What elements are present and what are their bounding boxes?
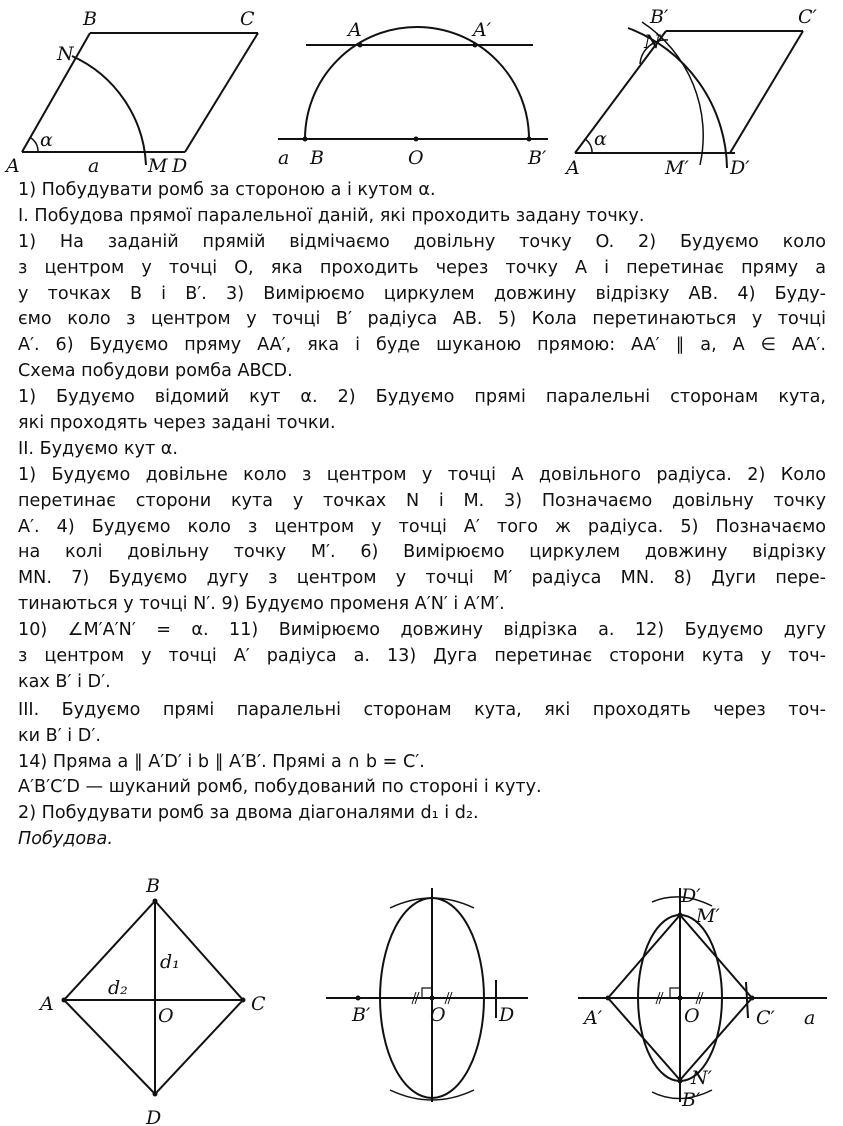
label-alpha: α xyxy=(594,128,607,150)
label-A: A xyxy=(6,155,20,177)
text-line: ІІІ. Будуємо прямі паралельні сторонам кута, які проходять через точ- xyxy=(18,699,826,720)
text-line: 14) Пряма a ∥ A′D′ і b ∥ A′B′. Прямі a ∩ b = C′. xyxy=(18,751,425,772)
label-C: C xyxy=(240,8,255,30)
text-line: MN. 7) Будуємо дугу з центром у точці M′ радіуса MN. 8) Дуги пере- xyxy=(18,568,826,589)
figure-rhombus-diagonals-construction xyxy=(572,870,843,1126)
label-C-prime: C′ xyxy=(798,6,817,28)
label-C: C xyxy=(251,993,266,1015)
figure-rhombus-construction xyxy=(560,0,843,178)
figure-parallel-line xyxy=(268,0,558,178)
label-a: a xyxy=(278,147,290,169)
text-line: 1) Будуємо довільне коло з центром у точці A довільного радіуса. 2) Коло xyxy=(18,464,826,485)
figure-rhombus-diagonals xyxy=(0,870,290,1126)
text-block xyxy=(18,178,826,853)
label-D: D xyxy=(146,1107,162,1126)
label-N: N xyxy=(644,31,661,53)
text-line: 2) Побудувати ромб за двома діагоналями d₁ і d₂. xyxy=(18,803,479,824)
label-D: D xyxy=(499,1004,515,1026)
label-alpha: α xyxy=(40,129,53,151)
label-A: A xyxy=(566,157,580,178)
text-line: з центром у точці A′ радіуса a. 13) Дуга перетинає сторони кута у точ- xyxy=(18,646,826,667)
label-B-prime: B′ xyxy=(352,1004,371,1026)
text-line: A′. 4) Будуємо коло з центром у точці A′ того ж радіуса. 5) Позначаємо xyxy=(18,516,826,537)
text-line: A′B′C′D — шуканий ромб, побудований по стороні і куту. xyxy=(18,777,542,798)
text-line: 10) ∠M′A′N′ = α. 11) Вимірюємо довжину відрізка a. 12) Будуємо дугу xyxy=(18,620,826,641)
text-line: ІІ. Будуємо кут α. xyxy=(18,438,178,459)
label-a: a xyxy=(804,1007,816,1029)
label-D-prime: D′ xyxy=(681,885,701,907)
text-line: ках B′ і D′. xyxy=(18,671,111,692)
text-line: на колі довільну точку M′. 6) Вимірюємо циркулем довжину відрізку xyxy=(18,542,826,563)
text-line: ки B′ і D′. xyxy=(18,725,101,746)
text-line: перетинає сторони кута у точках N і M. 3) Позначаємо довільну точку xyxy=(18,490,826,511)
label-D-prime: D′ xyxy=(730,157,750,178)
text-line: Схема побудови ромба ABCD. xyxy=(18,361,293,382)
figure-rhombus-side-angle xyxy=(0,0,270,178)
figure-perpendicular-bisector xyxy=(318,870,564,1126)
label-A: A xyxy=(348,19,362,41)
text-line: тинаються у точці N′. 9) Будуємо променя A′N′ і A′M′. xyxy=(18,594,505,615)
text-line: Побудова. xyxy=(18,829,113,850)
label-M: M xyxy=(148,155,168,177)
label-B-prime: B′ xyxy=(682,1089,701,1111)
text-line: ємо коло з центром у точці B′ радіуса AB. 5) Кола перетинаються у точці xyxy=(18,309,826,330)
label-a: a xyxy=(88,155,100,177)
text-line: І. Побудова прямої паралельної даній, які проходить задану точку. xyxy=(18,205,645,226)
label-d2: d₂ xyxy=(108,977,128,999)
label-O: O xyxy=(408,147,424,169)
label-A-prime: A′ xyxy=(584,1007,603,1029)
label-B-prime: B′ xyxy=(528,147,547,169)
label-B-prime: B′ xyxy=(650,6,669,28)
label-d1: d₁ xyxy=(160,951,180,973)
label-C-prime: C′ xyxy=(756,1007,775,1029)
text-line: з центром у точці O, яка проходить через точку A і перетинає пряму a xyxy=(18,257,826,278)
label-M-prime: M′ xyxy=(696,905,720,927)
label-A-prime: A′ xyxy=(473,19,492,41)
label-B: B xyxy=(146,875,160,897)
label-B: B xyxy=(310,147,324,169)
label-O: O xyxy=(684,1005,700,1027)
label-B: B xyxy=(83,8,97,30)
label-N: N xyxy=(57,43,74,65)
label-D: D xyxy=(172,155,188,177)
label-O: O xyxy=(430,1004,446,1026)
text-line: 1) На заданій прямій відмічаємо довільну точку O. 2) Будуємо коло xyxy=(18,231,826,252)
label-A: A xyxy=(40,993,54,1015)
label-O: O xyxy=(158,1005,174,1027)
text-line: у точках B і B′. 3) Вимірюємо циркулем довжину відрізку AB. 4) Буду- xyxy=(18,283,826,304)
text-line: 1) Побудувати ромб за стороною a і кутом α. xyxy=(18,180,436,200)
label-N-prime: N′ xyxy=(691,1067,712,1089)
label-M-prime: M′ xyxy=(665,157,689,178)
text-line: які проходять через задані точки. xyxy=(18,413,336,434)
text-line: A′. 6) Будуємо пряму AA′, яка і буде шуканою прямою: AA′ ∥ a, A ∈ AA′. xyxy=(18,335,826,356)
text-line: 1) Будуємо відомий кут α. 2) Будуємо прямі паралельні сторонам кута, xyxy=(18,387,826,408)
